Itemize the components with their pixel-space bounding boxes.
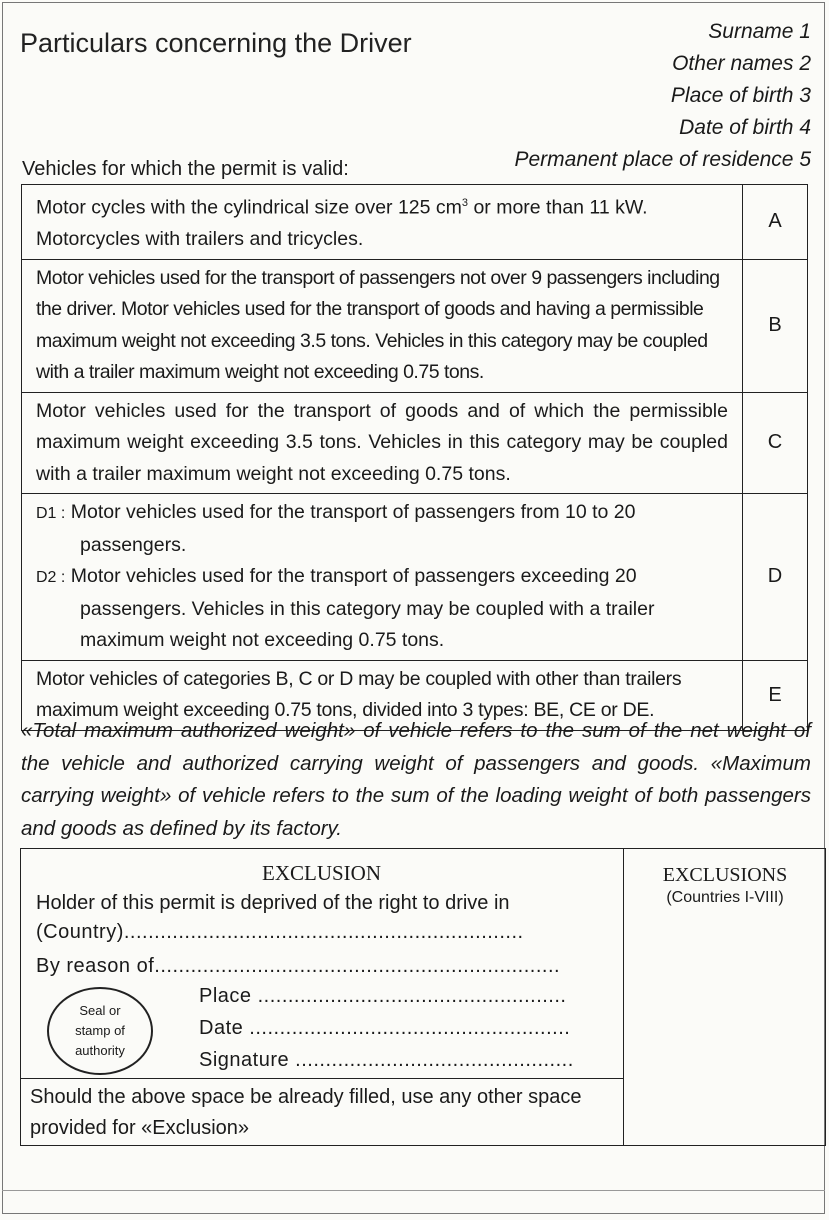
field-date-of-birth: Date of birth 4 [679, 116, 811, 139]
category-row-c [22, 392, 808, 494]
d1-label: D1 : [36, 505, 66, 522]
d2-label: D2 : [36, 569, 66, 586]
category-row-b [22, 259, 808, 392]
category-b-description: Motor vehicles used for the transport of passengers not over 9 passengers including the driver. Motor vehicles used for the transport of goods and having a permissible maximum weight not exceeding 3.5 tons. Vehicles in this category may be coupled with a trailer maximum weight not exceeding 0.75 tons. [22, 259, 743, 392]
exclusion-signature-line: Signature .............................................. [199, 1049, 574, 1071]
d1-text: Motor vehicles used for the transport of passengers from 10 to 20 [70, 501, 636, 523]
bottom-rule [2, 1190, 825, 1191]
seal-stamp-circle [47, 987, 153, 1075]
weight-definitions: «Total maximum authorized weight» of vehicle refers to the sum of the net weight of the vehicle and authorized carrying weight of passengers and goods. «Maximum carrying weight» of vehicle refers to the sum of the loading weight of both passengers and goods as defined by its factory. [21, 719, 811, 840]
category-c-letter: C [743, 392, 808, 494]
type-be: BE [533, 699, 559, 721]
seal-text-1: Seal or [79, 1003, 121, 1018]
category-c-description: Motor vehicles used for the transport of goods and of which the permissible maximum weight exceeding 3.5 tons. Vehicles in this category may be coupled with a trailer maximum weight not exceeding 0.75 tons. [22, 392, 743, 494]
category-e-separator-2: or [595, 699, 623, 721]
seal-text-2: stamp of [75, 1023, 125, 1038]
exclusion-title: EXCLUSION [262, 861, 381, 885]
category-e-letter: E [743, 660, 808, 730]
valid-vehicles-label: Vehicles for which the permit is valid: [22, 158, 349, 180]
field-other-names: Other names 2 [672, 52, 811, 75]
d2-text: Motor vehicles used for the transport of passengers exceeding 20 [70, 565, 637, 587]
category-d-description [22, 494, 743, 661]
field-residence: Permanent place of residence 5 [514, 148, 811, 171]
exclusion-note: Should the above space be already filled, use any other space provided for «Exclusion» [30, 1086, 582, 1139]
category-a-letter: A [743, 185, 808, 260]
category-e-end: . [649, 699, 655, 721]
vehicle-categories-table [21, 184, 808, 731]
type-ce: CE [569, 699, 596, 721]
category-row-a [22, 185, 808, 260]
exclusion-holder-text: Holder of this permit is deprived of the right to drive in [36, 892, 510, 914]
category-e-separator-1: , [558, 699, 570, 721]
exclusion-reason-line: By reason of................................................................... [36, 955, 561, 977]
page-title: Particulars concerning the Driver [20, 28, 412, 58]
category-a-text-1: Motor cycles with the cylindrical size over 125 cm [36, 196, 462, 219]
exclusions-subtitle: (Countries I-VIII) [666, 889, 784, 906]
driver-fields-list [514, 16, 811, 176]
category-e-text-1: Motor vehicles of categories B, C or D may be coupled with other than trailers [36, 667, 682, 690]
category-a-description [22, 185, 743, 260]
field-surname: Surname 1 [708, 20, 811, 43]
category-b-letter: B [743, 259, 808, 392]
exclusions-title: EXCLUSIONS [662, 864, 788, 886]
category-a-text-2: or more than 11 kW. [468, 196, 648, 219]
type-de: DE [622, 699, 650, 721]
category-e-text-2: maximum weight exceeding 0.75 tons, divided into 3 types: [36, 699, 534, 721]
exclusion-country-line: (Country).................................................................. [36, 921, 524, 943]
d1-continuation: passengers. [80, 533, 187, 556]
exclusion-place-line: Place ................................................... [199, 985, 567, 1007]
category-row-d [22, 494, 808, 661]
exclusion-date-line: Date ..................................................... [199, 1017, 571, 1039]
category-a-text-3: Motorcycles with trailers and tricycles. [36, 228, 364, 250]
exclusions-countries-panel [624, 864, 826, 907]
seal-text-3: authority [75, 1043, 125, 1058]
category-a-superscript: 3 [461, 197, 469, 209]
field-place-of-birth: Place of birth 3 [670, 84, 811, 107]
d2-continuation: passengers. Vehicles in this category may be coupled with a trailer maximum weight not exceeding 0.75 tons. [80, 597, 655, 651]
exclusion-separator [20, 1078, 623, 1079]
category-d-letter: D [743, 494, 808, 661]
